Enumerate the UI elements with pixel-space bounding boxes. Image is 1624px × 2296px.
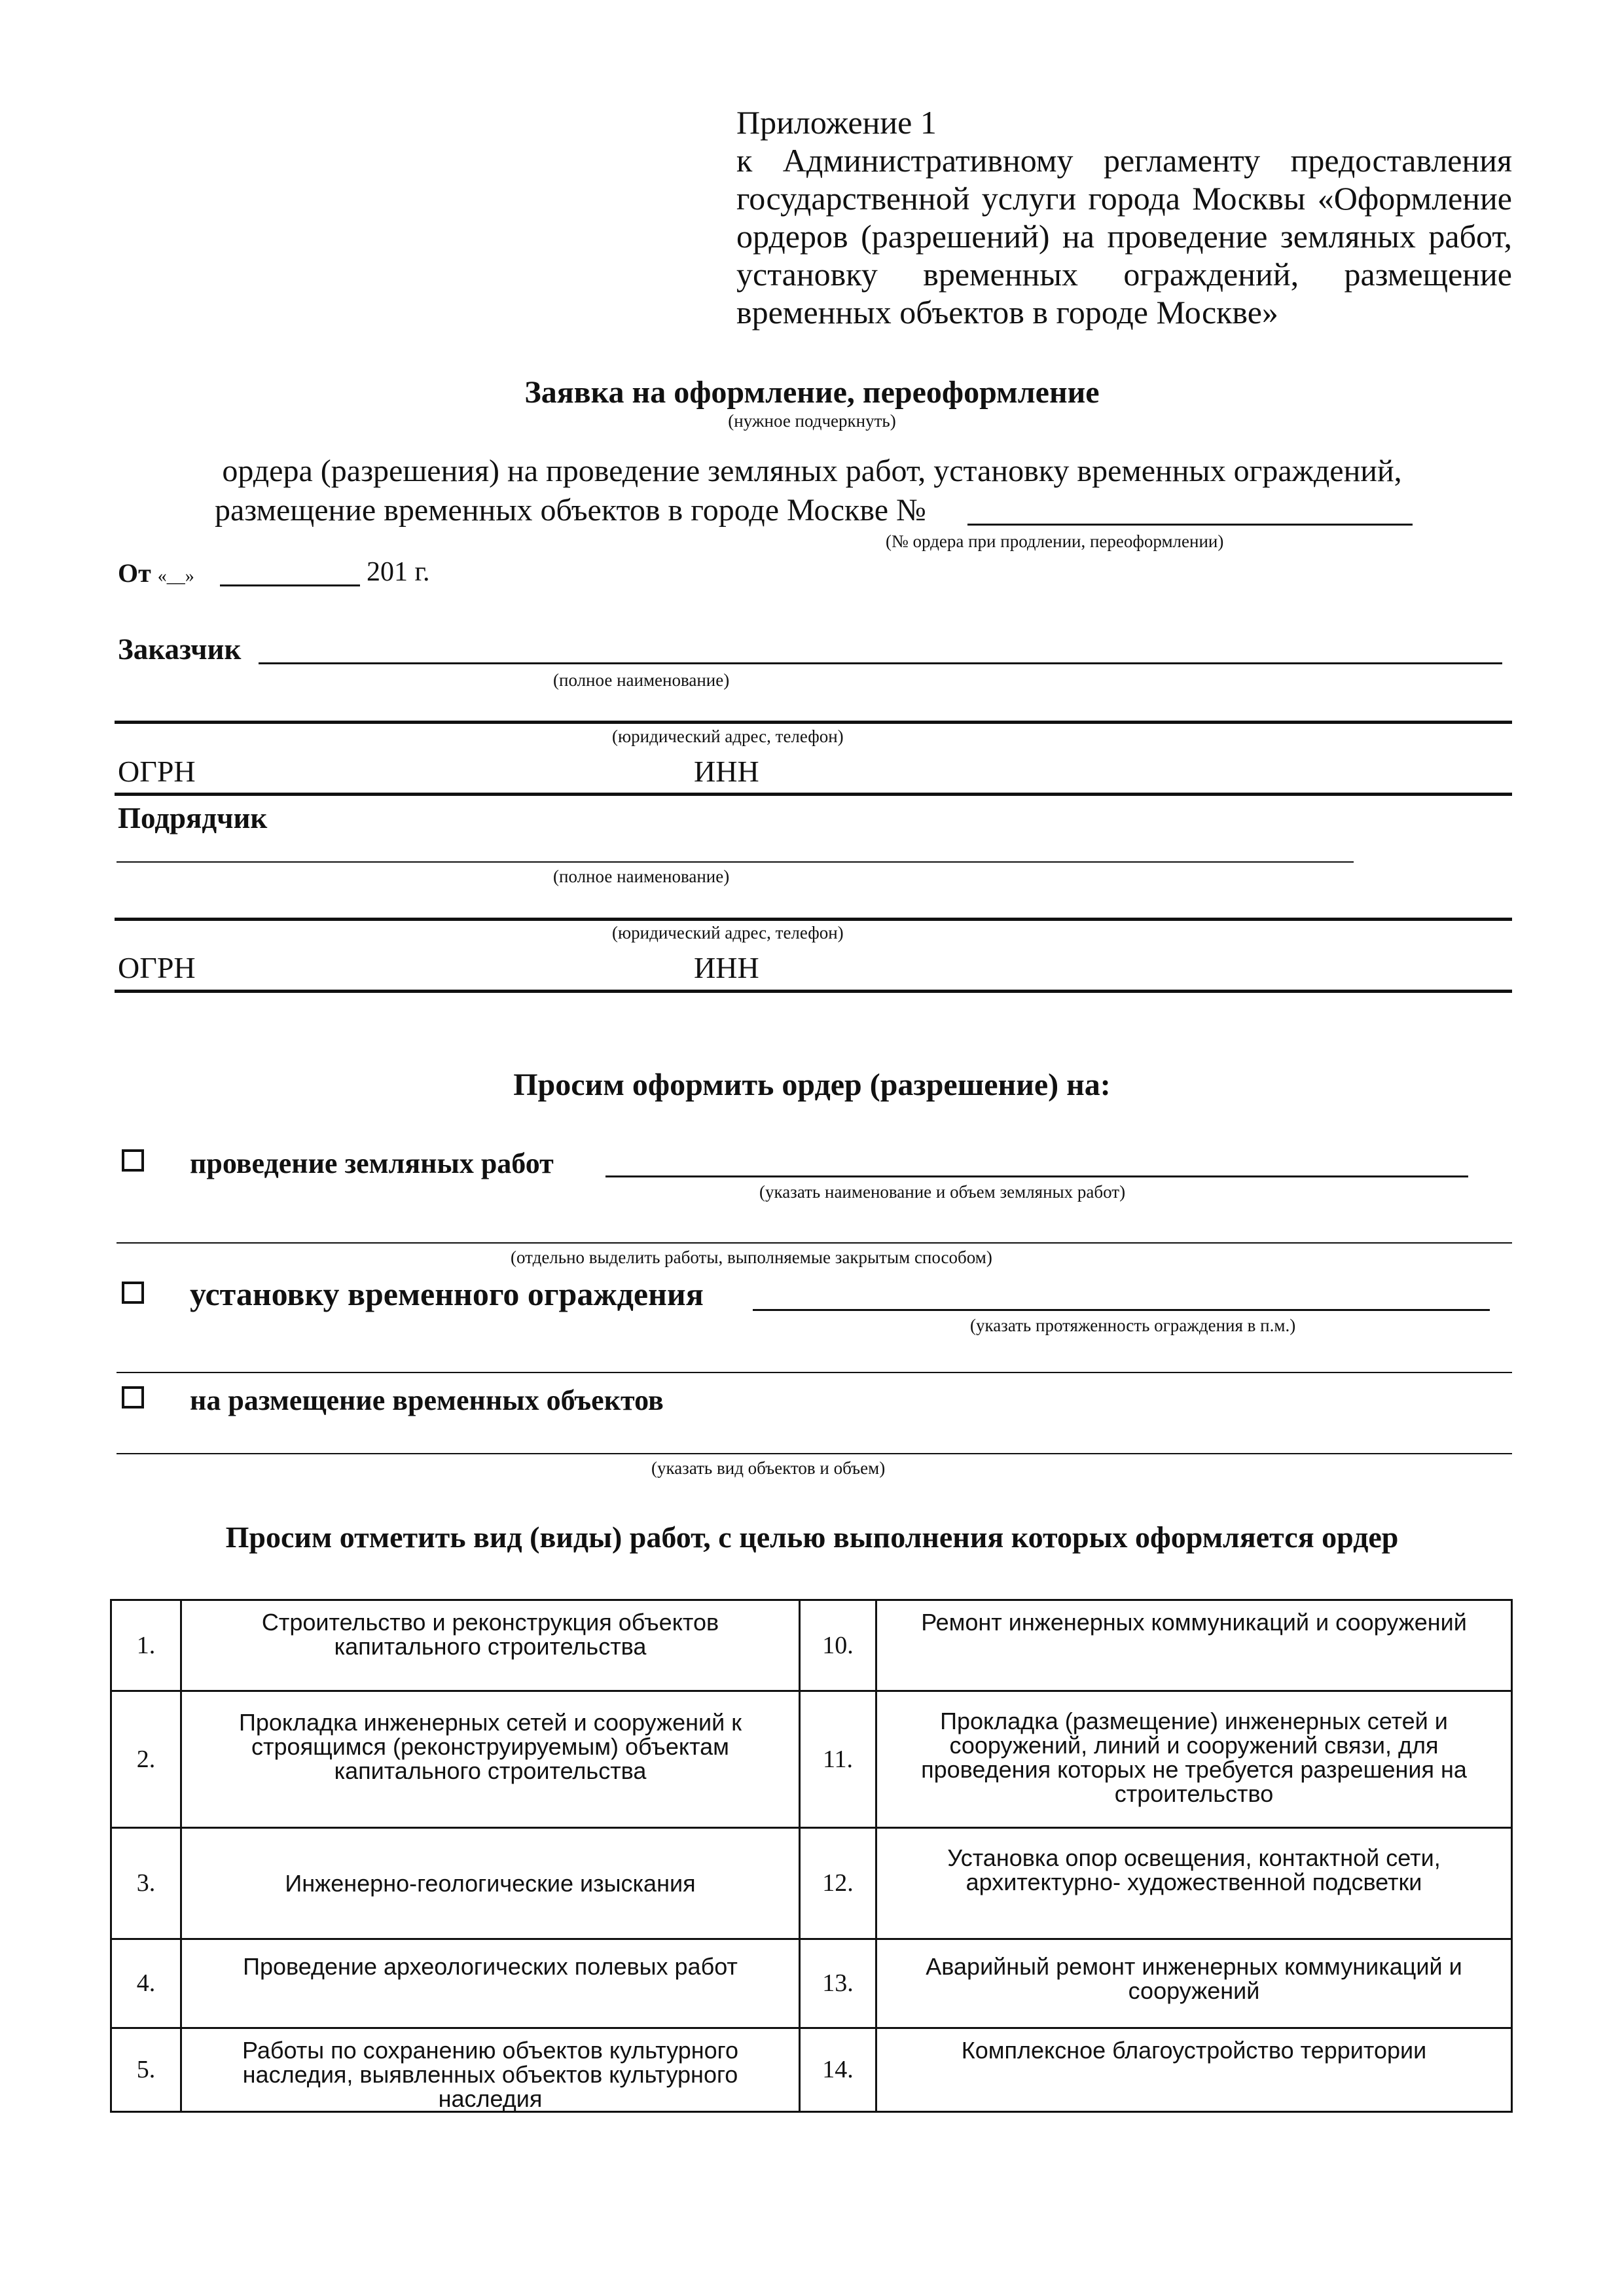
- title-line-2: размещение временных объектов в городе Москве №: [215, 493, 926, 528]
- appendix-line: ордеров (разрешений) на проведение земляных работ,: [736, 218, 1512, 255]
- contractor-inn-label: ИНН: [694, 951, 759, 984]
- customer-name-hint: (полное наименование): [553, 670, 730, 690]
- customer-ogrn-inn-field[interactable]: [115, 793, 1512, 796]
- table-row: [111, 2028, 1512, 2112]
- work-type-option[interactable]: Проведение археологических полевых работ: [181, 1939, 800, 2028]
- work-number: 5.: [111, 2028, 181, 2112]
- title-hint: (нужное подчеркнуть): [728, 411, 896, 431]
- earthworks-hint: (указать наименование и объем земляных работ): [759, 1182, 1126, 1202]
- order-number-hint: (№ ордера при продлении, переоформлении): [886, 531, 1224, 551]
- work-type-option[interactable]: Инженерно-геологические изыскания: [181, 1828, 800, 1939]
- work-type-option[interactable]: Прокладка инженерных сетей и сооружений к строящимся (реконструируемым) объектам капитального строительства: [181, 1691, 800, 1828]
- contractor-name-field[interactable]: [117, 861, 1354, 863]
- earthworks-field[interactable]: [605, 1175, 1468, 1177]
- order-number-field[interactable]: [967, 524, 1413, 526]
- customer-ogrn-label: ОГРН: [118, 755, 196, 788]
- contractor-address-field[interactable]: [115, 918, 1512, 921]
- work-number: 12.: [800, 1828, 876, 1939]
- customer-address-field[interactable]: [115, 721, 1512, 724]
- table-row: [111, 1600, 1512, 1691]
- contractor-ogrn-label: ОГРН: [118, 951, 196, 984]
- request-heading: Просим оформить ордер (разрешение) на:: [513, 1067, 1111, 1102]
- work-number: 14.: [800, 2028, 876, 2112]
- work-type-option[interactable]: Ремонт инженерных коммуникаций и сооружений: [876, 1600, 1512, 1691]
- date-day-field[interactable]: «__»: [157, 566, 194, 586]
- works-table: [110, 1599, 1513, 2113]
- contractor-address-hint: (юридический адрес, телефон): [612, 923, 844, 942]
- fence-hint: (указать протяженность ограждения в п.м.): [970, 1316, 1296, 1335]
- work-number: 1.: [111, 1600, 181, 1691]
- work-number: 3.: [111, 1828, 181, 1939]
- appendix-line: временных объектов в городе Москве»: [736, 294, 1278, 331]
- work-type-option[interactable]: Комплексное благоустройство территории: [876, 2028, 1512, 2112]
- temporary-objects-field[interactable]: [117, 1453, 1512, 1454]
- work-number: 10.: [800, 1600, 876, 1691]
- contractor-name-hint: (полное наименование): [553, 867, 730, 886]
- customer-label: Заказчик: [118, 633, 242, 666]
- table-row: [111, 1691, 1512, 1828]
- customer-address-hint: (юридический адрес, телефон): [612, 726, 844, 746]
- table-row: [111, 1828, 1512, 1939]
- temporary-objects-hint: (указать вид объектов и объем): [651, 1458, 886, 1478]
- customer-name-field[interactable]: [259, 662, 1502, 664]
- contractor-label: Подрядчик: [118, 802, 268, 834]
- work-type-option[interactable]: Прокладка (размещение) инженерных сетей и сооружений, линий и сооружений связи, для проведения которых не требуется разрешения на строительство: [876, 1691, 1512, 1828]
- table-row: [111, 1939, 1512, 2028]
- earthworks-checkbox[interactable]: [122, 1149, 144, 1172]
- work-number: 11.: [800, 1691, 876, 1828]
- work-number: 13.: [800, 1939, 876, 2028]
- appendix-line: установку временных ограждений, размещение: [736, 256, 1512, 293]
- work-type-option[interactable]: Работы по сохранению объектов культурного наследия, выявленных объектов культурного наследия: [181, 2028, 800, 2112]
- work-number: 4.: [111, 1939, 181, 2028]
- date-from-label: От: [118, 558, 151, 588]
- fence-label: установку временного ограждения: [190, 1276, 704, 1312]
- appendix-block: [736, 103, 1512, 331]
- fence-extra-field[interactable]: [117, 1372, 1512, 1373]
- earthworks-closed-hint: (отдельно выделить работы, выполняемые закрытым способом): [511, 1247, 992, 1267]
- earthworks-closed-field[interactable]: [117, 1242, 1512, 1244]
- temporary-objects-checkbox[interactable]: [122, 1386, 144, 1408]
- contractor-ogrn-inn-field[interactable]: [115, 990, 1512, 993]
- fence-checkbox[interactable]: [122, 1282, 144, 1304]
- appendix-title: Приложение 1: [736, 104, 937, 141]
- earthworks-label: проведение земляных работ: [190, 1147, 554, 1179]
- appendix-line: государственной услуги города Москвы «Оформление: [736, 180, 1512, 217]
- work-type-option[interactable]: Строительство и реконструкция объектов капитального строительства: [181, 1600, 800, 1691]
- work-number: 2.: [111, 1691, 181, 1828]
- appendix-line: к Административному регламенту предоставления: [736, 142, 1512, 179]
- temporary-objects-label: на размещение временных объектов: [190, 1384, 664, 1416]
- date-row: [118, 558, 194, 588]
- title-line-1: ордера (разрешения) на проведение земляных работ, установку временных ограждений,: [222, 454, 1402, 488]
- fence-length-field[interactable]: [753, 1309, 1490, 1311]
- customer-inn-label: ИНН: [694, 755, 759, 788]
- work-type-option[interactable]: Установка опор освещения, контактной сети, архитектурно- художественной подсветки: [876, 1828, 1512, 1939]
- work-type-option[interactable]: Аварийный ремонт инженерных коммуникаций и сооружений: [876, 1939, 1512, 2028]
- form-title: Заявка на оформление, переоформление: [524, 375, 1100, 410]
- works-heading: Просим отметить вид (виды) работ, с целью выполнения которых оформляется ордер: [225, 1520, 1399, 1554]
- date-year: 201 г.: [367, 557, 430, 587]
- date-month-field[interactable]: [220, 584, 360, 586]
